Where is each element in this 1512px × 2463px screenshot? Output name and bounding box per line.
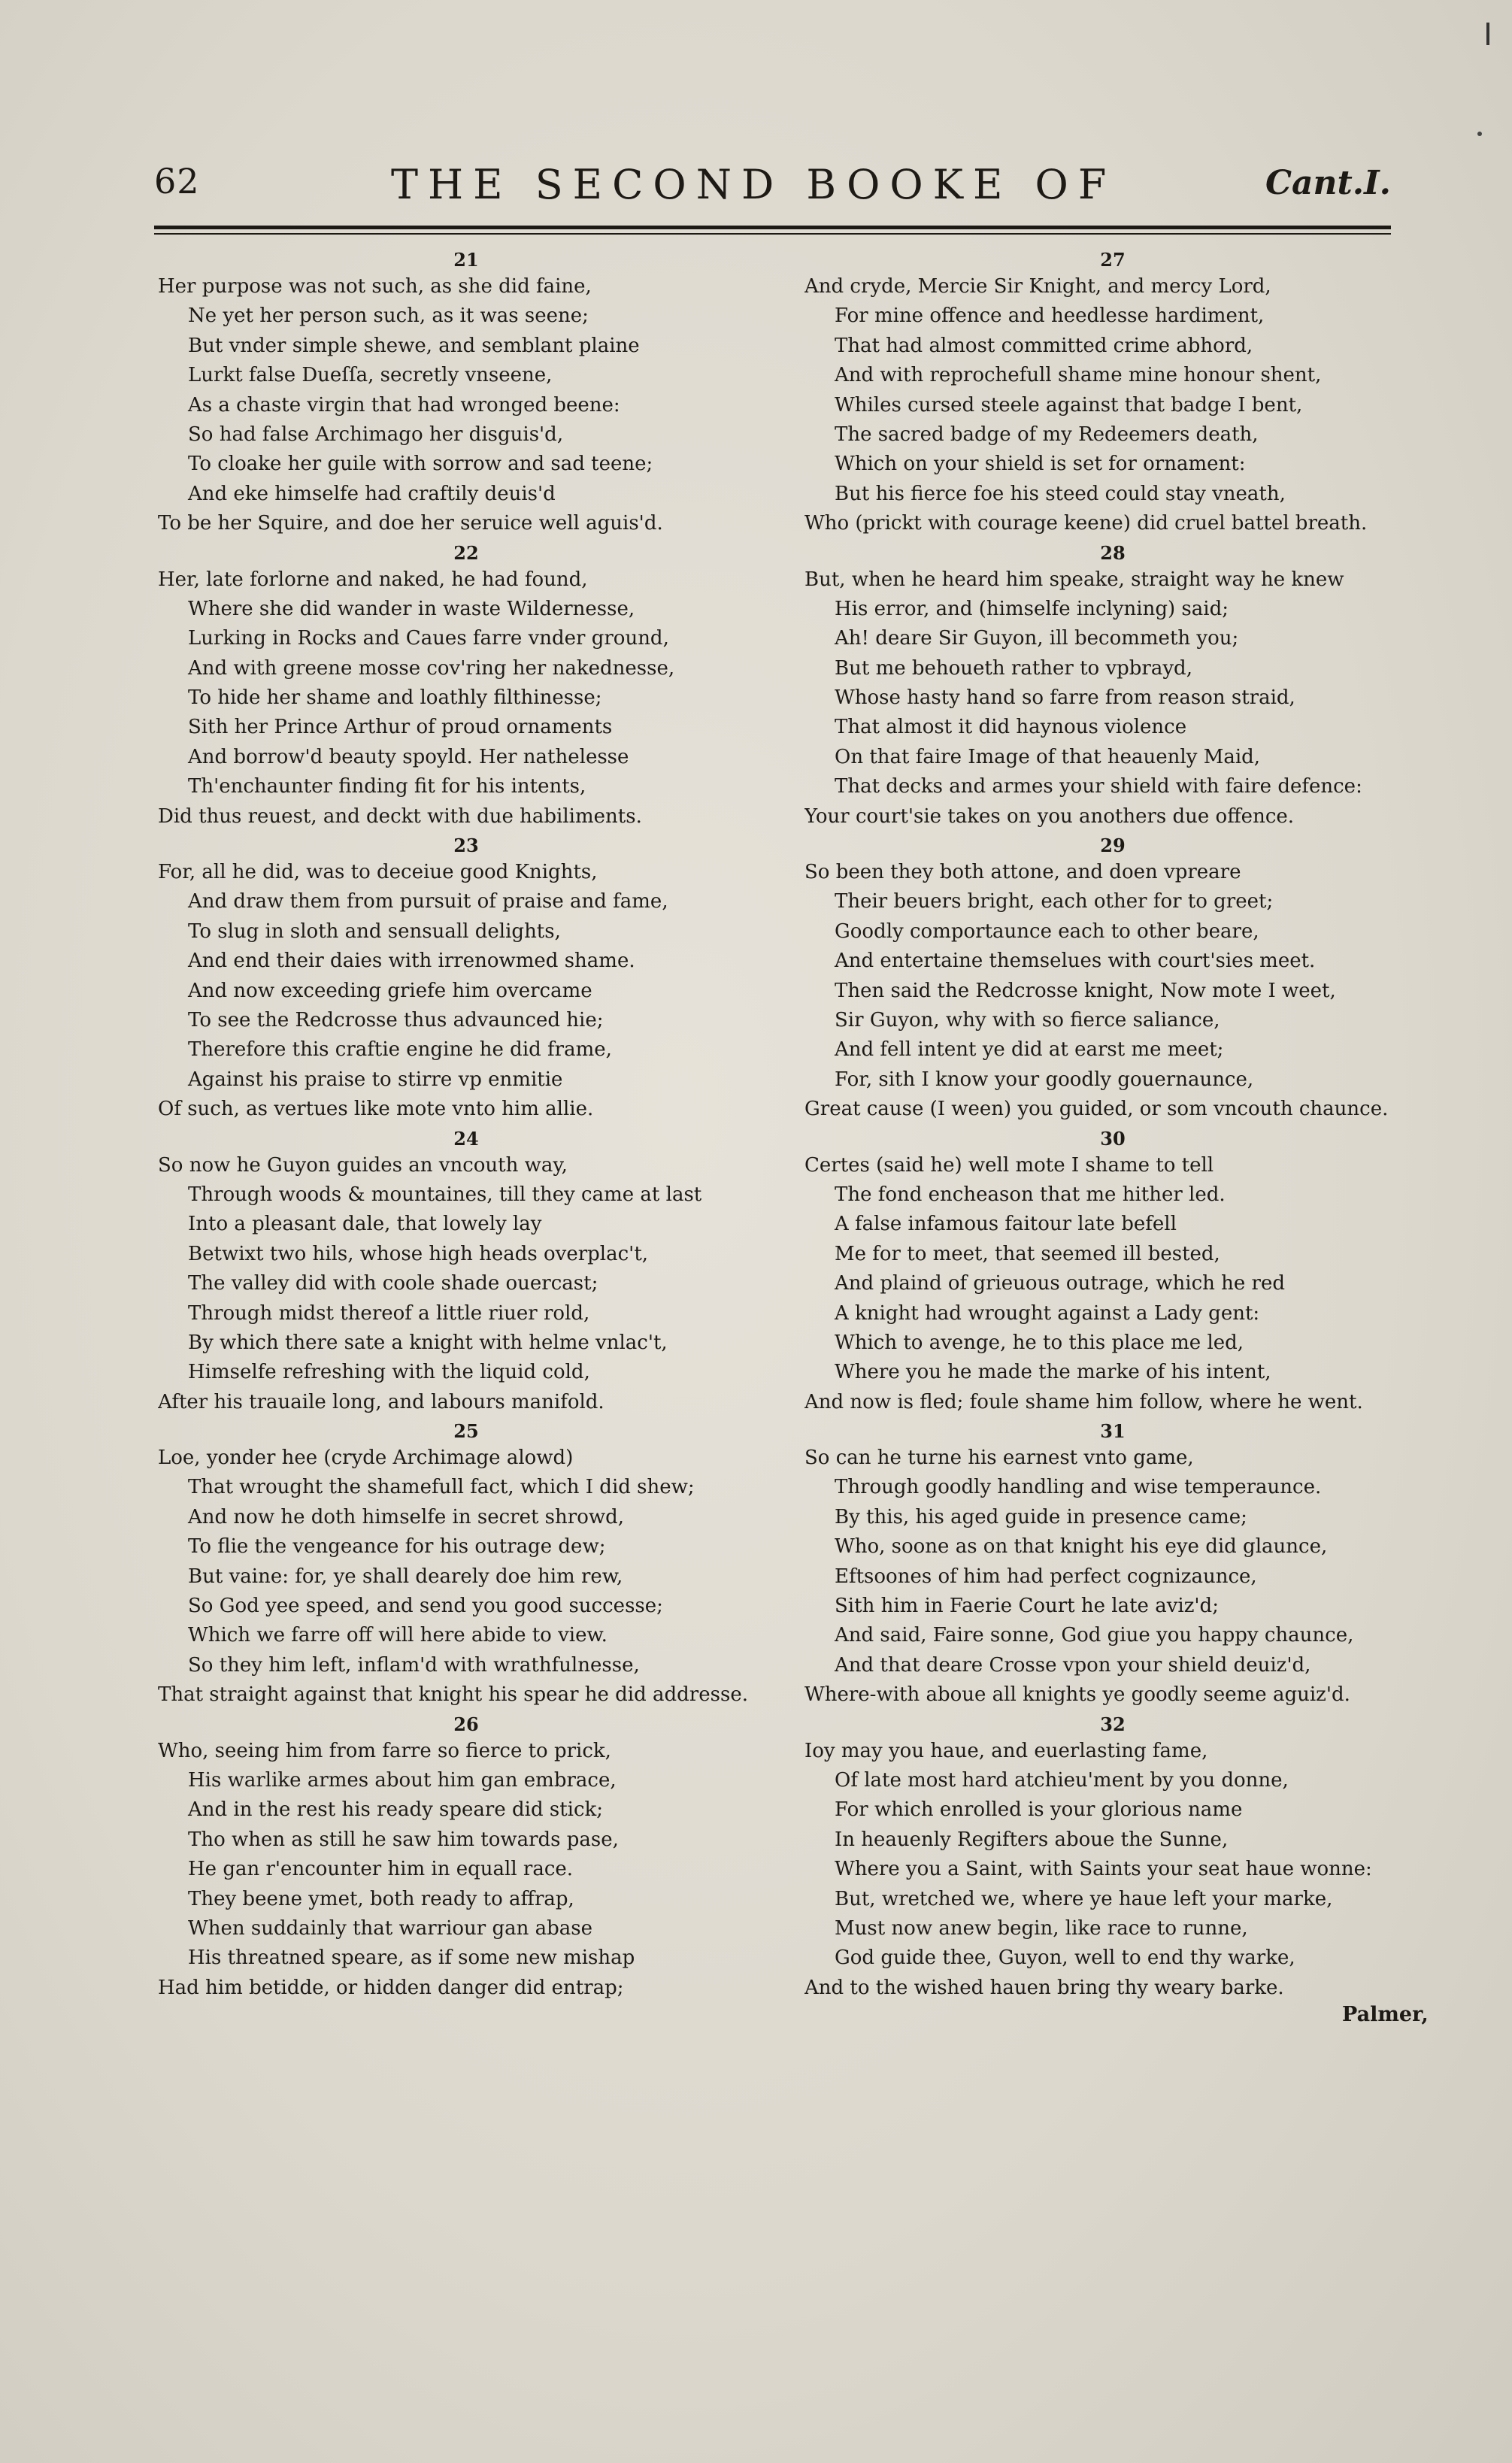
verse-line: And said, Faire sonne, God giue you happy chaunce, [835,1624,1354,1647]
stanza-number: 25 [453,1420,479,1443]
stanza [804,1713,1421,2004]
verse-line: And entertaine themselues with court'sies meet. [835,950,1316,973]
verse-line: That decks and armes your shield with faire defence: [835,775,1362,798]
verse-line: Sith her Prince Arthur of proud ornaments [188,716,613,739]
verse-line: For, all he did, was to deceiue good Knights, [158,861,598,884]
verse-line: Ioy may you haue, and euerlasting fame, [804,1739,1208,1762]
verse-line: So they him left, inflam'd with wrathfulnesse, [188,1653,640,1677]
stanza-number: 32 [1100,1713,1126,1735]
stanza [804,1127,1421,1418]
stanza-number: 22 [453,541,479,564]
verse-line: But me behoueth rather to vpbrayd, [835,656,1192,680]
verse-line: In heauenly Regifters aboue the Sunne, [835,1828,1229,1851]
verse-line: They beene ymet, both ready to affrap, [188,1887,574,1910]
verse-line: So had false Archimago her disguis'd, [188,423,564,446]
verse-line: Must now anew begin, like race to runne, [835,1916,1248,1940]
stanza [804,834,1421,1125]
stanza-number: 24 [453,1127,479,1150]
verse-line: Great cause (I ween) you guided, or som vncouth chaunce. [804,1098,1389,1121]
verse-line: Himselfe refreshing with the liquid cold, [188,1361,590,1384]
verse-line: So now he Guyon guides an vncouth way, [158,1153,568,1177]
verse-line: Which to avenge, he to this place me led, [835,1331,1244,1354]
verse-line: And now he doth himselfe in secret shrowd, [188,1505,625,1528]
verse-line: That wrought the shamefull fact, which I did shew; [188,1476,695,1499]
verse-line: Her purpose was not such, as she did faine, [158,275,592,298]
stanza [158,541,774,832]
verse-line: The sacred badge of my Redeemers death, [835,423,1259,446]
verse-line: But, wretched we, where ye haue left your marke, [835,1887,1333,1910]
verse-line: He gan r'encounter him in equall race. [188,1858,574,1881]
verse-line: But vaine: for, ye shall dearely doe him rew, [188,1565,623,1588]
verse-line: That straight against that knight his spear he did addresse. [158,1683,748,1707]
verse-line: Which we farre off will here abide to view. [188,1624,608,1647]
verse-line: To flie the vengeance for his outrage dew; [188,1535,606,1559]
verse-line: Me for to meet, that seemed ill bested, [835,1242,1220,1265]
page-header [154,161,1391,209]
verse-line: Against his praise to stirre vp enmitie [188,1068,563,1091]
verse-line: And eke himselfe had craftily deuis'd [188,482,556,505]
verse-line: Certes (said he) well mote I shame to tell [804,1153,1214,1177]
verse-line: A false infamous faitour late befell [835,1213,1177,1236]
verse-line: By which there sate a knight with helme vnlac't, [188,1331,668,1354]
verse-line: Where you he made the marke of his intent, [835,1361,1271,1384]
stanza [158,248,774,539]
stanza [158,1713,774,2004]
stanza-number: 28 [1100,541,1126,564]
verse-line: His error, and (himselfe inclyning) said; [835,597,1229,620]
stanza-number: 26 [453,1713,479,1735]
verse-line: And now exceeding griefe him overcame [188,979,592,1002]
verse-line: After his trauaile long, and labours manifold. [158,1390,604,1413]
page-edge-dot [1477,132,1482,136]
verse-line: Sith him in Faerie Court he late aviz'd; [835,1595,1219,1618]
verse-line: That almost it did haynous violence [835,716,1187,739]
verse-line: Where she did wander in waste Wildernesse, [188,597,635,620]
verse-line: Therefore this craftie engine he did frame, [188,1038,612,1062]
header-rule-thin [154,233,1391,235]
stanza [158,1419,774,1710]
verse-line: Did thus reuest, and deckt with due habiliments. [158,804,642,828]
verse-line: And with greene mosse cov'ring her nakednesse, [188,656,675,680]
verse-line: For mine offence and heedlesse hardiment, [835,304,1265,328]
verse-line: Sir Guyon, why with so fierce saliance, [835,1008,1220,1032]
verse-line: But, when he heard him speake, straight way he knew [804,568,1344,591]
verse-line: On that faire Image of that heauenly Maid, [835,745,1261,768]
verse-line: The fond encheason that me hither led. [835,1183,1226,1206]
verse-line: And with reprochefull shame mine honour shent, [835,364,1322,387]
verse-line: To be her Squire, and doe her seruice well aguis'd. [158,512,663,535]
verse-line: And fell intent ye did at earst me meet; [835,1038,1224,1062]
verse-line: Through goodly handling and wise temperaunce. [835,1476,1322,1499]
verse-line: Of such, as vertues like mote vnto him allie. [158,1098,594,1121]
page-number: 62 [154,161,200,201]
verse-line: But his fierce foe his steed could stay vneath, [835,482,1286,505]
page-edge-mark [1486,23,1489,45]
verse-line: Into a pleasant dale, that lowely lay [188,1213,542,1236]
verse-line: And plaind of grieuous outrage, which he red [835,1272,1286,1295]
verse-line: Whose hasty hand so farre from reason straid, [835,686,1295,710]
verse-line: To hide her shame and loathly filthinesse; [188,686,602,710]
verse-line: Ne yet her person such, as it was seene; [188,304,589,328]
verse-line: Then said the Redcrosse knight, Now mote I weet, [835,979,1336,1002]
verse-line: Eftsoones of him had perfect cognizaunce, [835,1565,1257,1588]
verse-line: Tho when as still he saw him towards pase, [188,1828,619,1851]
verse-line: Th'enchaunter finding fit for his intents, [188,775,586,798]
verse-line: And in the rest his ready speare did stick; [188,1798,604,1822]
stanza-number: 27 [1100,249,1126,271]
verse-line: Betwixt two hils, whose high heads overplac't, [188,1242,649,1265]
verse-line: Who (prickt with courage keene) did cruel battel breath. [804,512,1368,535]
verse-line: But vnder simple shewe, and semblant plaine [188,334,640,357]
canto-label: Cant.I. [1265,164,1391,202]
verse-line: The valley did with coole shade ouercast; [188,1272,598,1295]
verse-line: Lurking in Rocks and Caues farre vnder ground, [188,627,669,650]
stanza [804,541,1421,832]
verse-line: So God yee speed, and send you good successe; [188,1595,663,1618]
stanza-number: 31 [1100,1420,1126,1443]
verse-line: Loe, yonder hee (cryde Archimage alowd) [158,1447,574,1470]
verse-line: And end their daies with irrenowmed shame. [188,950,635,973]
right-column [804,248,1421,2005]
stanza [804,1419,1421,1710]
verse-line: For, sith I know your goodly gouernaunce, [835,1068,1254,1091]
verse-line: Lurkt false Dueſſa, secretly vnseene, [188,364,553,387]
left-column [158,248,774,2005]
verse-line: And that deare Crosse vpon your shield deuiz'd, [835,1653,1311,1677]
verse-line: Through midst thereof a little riuer rold, [188,1301,590,1325]
verse-line: Where-with aboue all knights ye goodly seeme aguiz'd. [804,1683,1350,1707]
verse-line: When suddainly that warriour gan abase [188,1916,593,1940]
verse-line: His threatned speare, as if some new mishap [188,1946,635,1970]
verse-line: To slug in sloth and sensuall delights, [188,919,561,943]
verse-line: Whiles cursed steele against that badge I bent, [835,393,1303,417]
stanza [158,834,774,1125]
verse-line: Your court'sie takes on you anothers due offence. [804,804,1295,828]
verse-line: For which enrolled is your glorious name [835,1798,1243,1822]
header-rule-thick [154,226,1391,229]
stanza [804,248,1421,539]
verse-line: Their beuers bright, each other for to greet; [835,890,1274,913]
verse-line: So can he turne his earnest vnto game, [804,1447,1194,1470]
catchword: Palmer, [1342,2003,1429,2026]
verse-line: And to the wished hauen bring thy weary barke. [804,1976,1284,1999]
stanza-number: 29 [1100,835,1126,857]
stanza-number: 21 [453,249,479,271]
running-title: THE SECOND BOOKE OF [391,161,1117,208]
verse-line: And cryde, Mercie Sir Knight, and mercy Lord, [804,275,1271,298]
verse-line: Her, late forlorne and naked, he had found, [158,568,588,591]
verse-line: Through woods & mountaines, till they came at last [188,1183,702,1206]
verse-line: To cloake her guile with sorrow and sad teene; [188,453,653,476]
stanza-number: 23 [453,835,479,857]
verse-line: As a chaste virgin that had wronged beene: [188,393,620,417]
verse-line: Had him betidde, or hidden danger did entrap; [158,1976,624,1999]
verse-line: By this, his aged guide in presence came; [835,1505,1247,1528]
verse-line: Ah! deare Sir Guyon, ill becommeth you; [835,627,1239,650]
verse-line: And draw them from pursuit of praise and fame, [188,890,668,913]
verse-line: Who, seeing him from farre so fierce to prick, [158,1739,611,1762]
stanza [158,1127,774,1418]
verse-line: That had almost committed crime abhord, [835,334,1253,357]
verse-line: Goodly comportaunce each to other beare, [835,919,1259,943]
verse-line: God guide thee, Guyon, well to end thy warke, [835,1946,1295,1970]
verse-line: Of late most hard atchieu'ment by you donne, [835,1768,1289,1792]
stanza-number: 30 [1100,1127,1126,1150]
verse-line: And now is fled; foule shame him follow, where he went. [804,1390,1363,1413]
verse-line: His warlike armes about him gan embrace, [188,1768,617,1792]
verse-line: So been they both attone, and doen vpreare [804,861,1241,884]
verse-line: Which on your shield is set for ornament: [835,453,1246,476]
verse-line: To see the Redcrosse thus advaunced hie; [188,1008,604,1032]
verse-line: A knight had wrought against a Lady gent: [835,1301,1260,1325]
verse-line: And borrow'd beauty spoyld. Her nathelesse [188,745,629,768]
verse-line: Where you a Saint, with Saints your seat haue wonne: [835,1858,1372,1881]
verse-line: Who, soone as on that knight his eye did glaunce, [835,1535,1328,1559]
